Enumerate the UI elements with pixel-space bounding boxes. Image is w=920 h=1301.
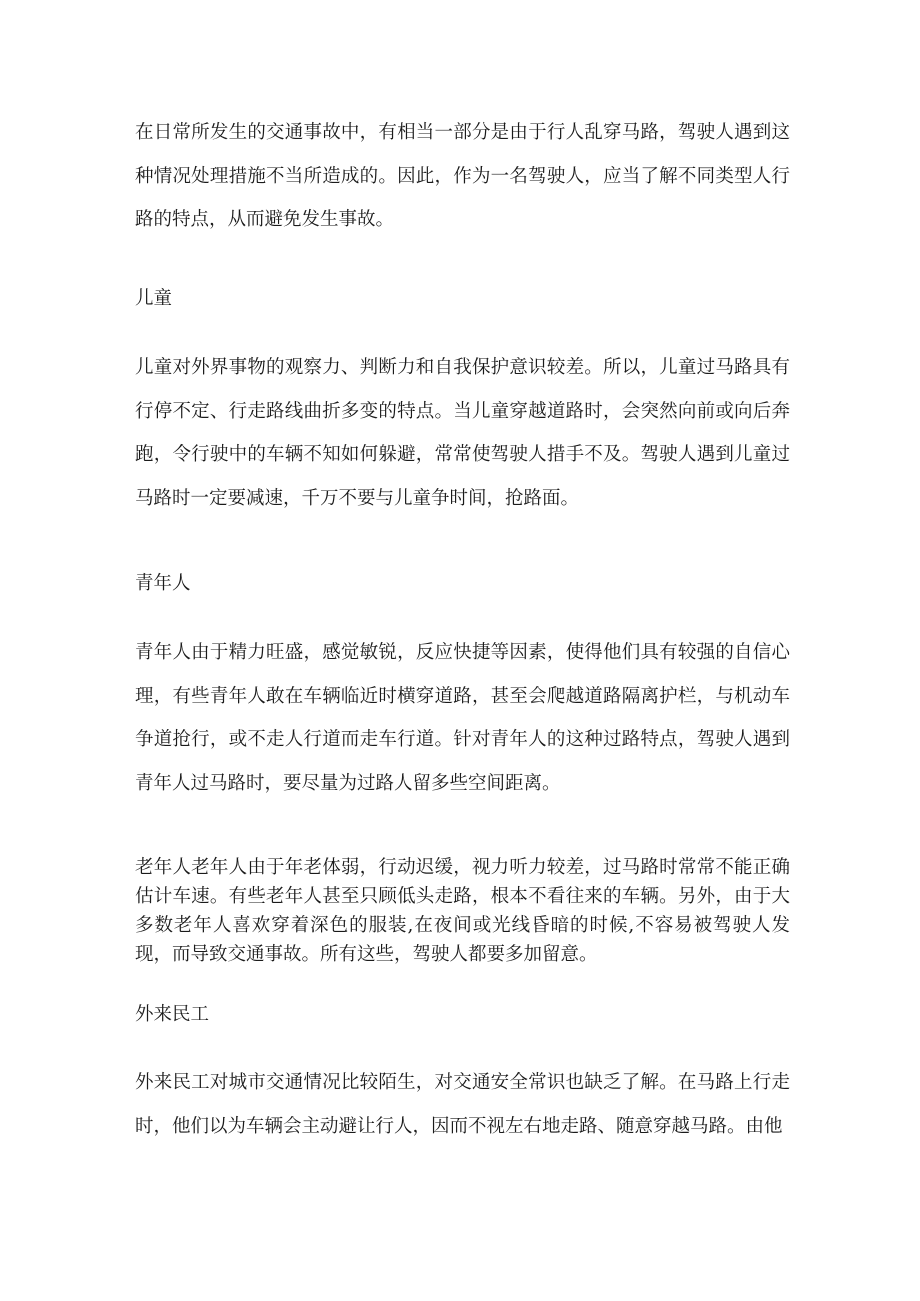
section-heading-children: 儿童 — [135, 288, 173, 309]
section-body-elderly: 老年人老年人由于年老体弱，行动迟缓，视力听力较差，过马路时常常不能正确估计车速。有些老年人甚至只顾低头走路，根本不看往来的车辆。另外，由于大多数老年人喜欢穿着深色的服装,在夜间或光线昏暗的时候,不容易被驾驶人发现，而导致交通事故。所有这些，驾驶人都要多加留意。 — [135, 857, 790, 965]
intro-paragraph: 在日常所发生的交通事故中，有相当一部分是由于行人乱穿马路，驾驶人遇到这种情况处理措施不当所造成的。因此，作为一名驾驶人，应当了解不同类型人行路的特点，从而避免发生事故。 — [135, 122, 790, 230]
section-heading-youth: 青年人 — [135, 573, 191, 594]
section-body-migrant-workers: 外来民工对城市交通情况比较陌生，对交通安全常识也缺乏了解。在马路上行走时，他们以为车辆会主动避让行人，因而不视左右地走路、随意穿越马路。由他 — [135, 1072, 790, 1137]
section-body-children: 儿童对外界事物的观察力、判断力和自我保护意识较差。所以，儿童过马路具有行停不定、行走路线曲折多变的特点。当儿童穿越道路时，会突然向前或向后奔跑，令行驶中的车辆不知如何躲避，常常使驾驶人措手不及。驾驶人遇到儿童过马路时一定要减速，千万不要与儿童争时间，抢路面。 — [135, 357, 790, 509]
section-body-youth: 青年人由于精力旺盛，感觉敏锐，反应快捷等因素，使得他们具有较强的自信心理，有些青年人敢在车辆临近时横穿道路，甚至会爬越道路隔离护栏，与机动车争道抢行，或不走人行道而走车行道。针对青年人的这种过路特点，驾驶人遇到青年人过马路时，要尽量为过路人留多些空间距离。 — [135, 642, 790, 794]
section-heading-migrant-workers: 外来民工 — [135, 1004, 210, 1025]
